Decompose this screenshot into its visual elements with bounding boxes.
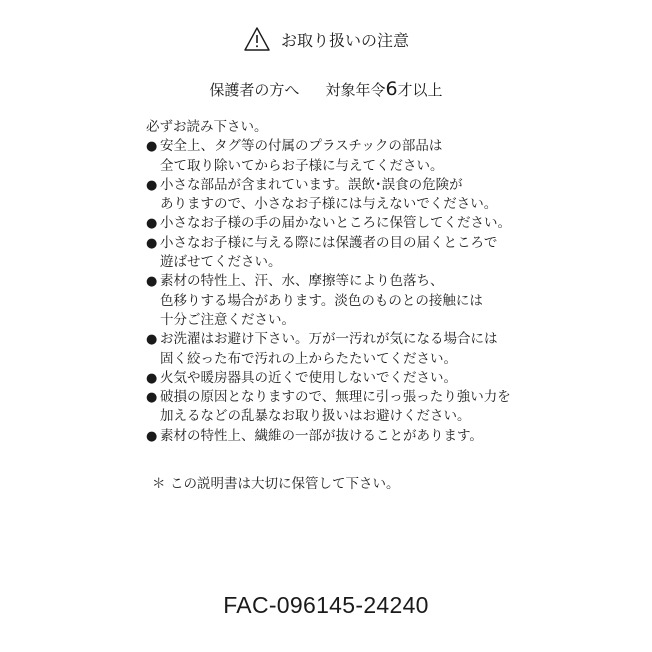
- list-item-line: 色移りする場合があります。淡色のものとの接触には: [160, 292, 483, 309]
- list-item: [146, 427, 536, 446]
- audience-label: 保護者の方へ: [209, 81, 300, 99]
- list-item-line: 十分ご注意ください。: [160, 311, 295, 328]
- age-label: 対象年令: [325, 81, 386, 99]
- list-item-text: [160, 234, 536, 273]
- list-item-line: 素材の特性上、汗、水、摩擦等により色落ち、: [160, 273, 444, 290]
- product-code: FAC-096145-24240: [223, 592, 429, 618]
- list-item-text: [160, 272, 536, 330]
- title-row: [243, 26, 409, 52]
- list-item: [146, 234, 536, 273]
- bullet-icon: ●: [146, 139, 158, 155]
- list-item-line: 安全上、タグ等の付属のプラスチックの部品は: [160, 138, 443, 155]
- list-item-text: [160, 330, 536, 369]
- list-item-line: ありますので、小さなお子様には与えないでください。: [160, 196, 498, 213]
- list-item: [146, 272, 536, 330]
- list-item-line: 火気や暖房器具の近くで使用しないでください。: [160, 369, 457, 386]
- list-item-text: [160, 214, 536, 233]
- note-marker: ＊: [152, 476, 166, 492]
- bullet-icon: ●: [146, 274, 158, 290]
- keep-note: [152, 472, 400, 492]
- list-item-text: [160, 388, 536, 427]
- age-value: 6: [385, 78, 398, 100]
- list-item-line: 小さなお子様に与える際には保護者の目の届くところで: [160, 234, 498, 251]
- bullet-icon: ●: [146, 390, 158, 406]
- list-item-text: [160, 176, 536, 215]
- list-item-line: 素材の特性上、繊維の一部が抜けることがあります。: [160, 427, 483, 444]
- caution-list: [146, 137, 536, 446]
- list-item-text: [160, 427, 536, 446]
- bullet-icon: ●: [146, 370, 158, 386]
- age-unit: 才以上: [397, 81, 443, 99]
- bullet-icon: ●: [146, 216, 158, 232]
- list-item: [146, 214, 536, 233]
- list-item-line: 小さな部品が含まれています。誤飲･誤食の危険が: [160, 176, 463, 193]
- page-title: お取り扱いの注意: [280, 30, 409, 50]
- list-item-line: 固く絞った布で汚れの上からたたいてください。: [160, 350, 457, 367]
- warning-triangle-icon: [243, 26, 271, 52]
- list-item-line: 加えるなどの乱暴なお取り扱いはお避けください。: [160, 408, 471, 425]
- list-item: [146, 388, 536, 427]
- subtitle: [0, 78, 652, 100]
- list-item: [146, 369, 536, 388]
- list-item-text: [160, 137, 536, 176]
- bullet-icon: ●: [146, 235, 158, 251]
- intro-text: 必ずお読み下さい。: [146, 119, 268, 135]
- list-item-line: 破損の原因となりますので、無理に引っ張ったり強い力を: [160, 389, 511, 406]
- bullet-icon: ●: [146, 332, 158, 348]
- caution-body: [146, 118, 536, 446]
- note-text: この説明書は大切に保管して下さい。: [170, 476, 400, 492]
- list-item-line: お洗濯はお避け下さい。万が一汚れが気になる場合には: [160, 331, 498, 348]
- list-item-line: 遊ばせてください。: [160, 254, 282, 271]
- list-item-line: 全て取り除いてからお子様に与えてください。: [160, 157, 444, 174]
- bullet-icon: ●: [146, 177, 158, 193]
- bullet-icon: ●: [146, 428, 158, 444]
- list-item: [146, 137, 536, 176]
- list-item-line: 小さなお子様の手の届かないところに保管してください。: [160, 215, 511, 232]
- list-item-text: [160, 369, 536, 388]
- list-item: [146, 176, 536, 215]
- header: [0, 26, 652, 56]
- list-item: [146, 330, 536, 369]
